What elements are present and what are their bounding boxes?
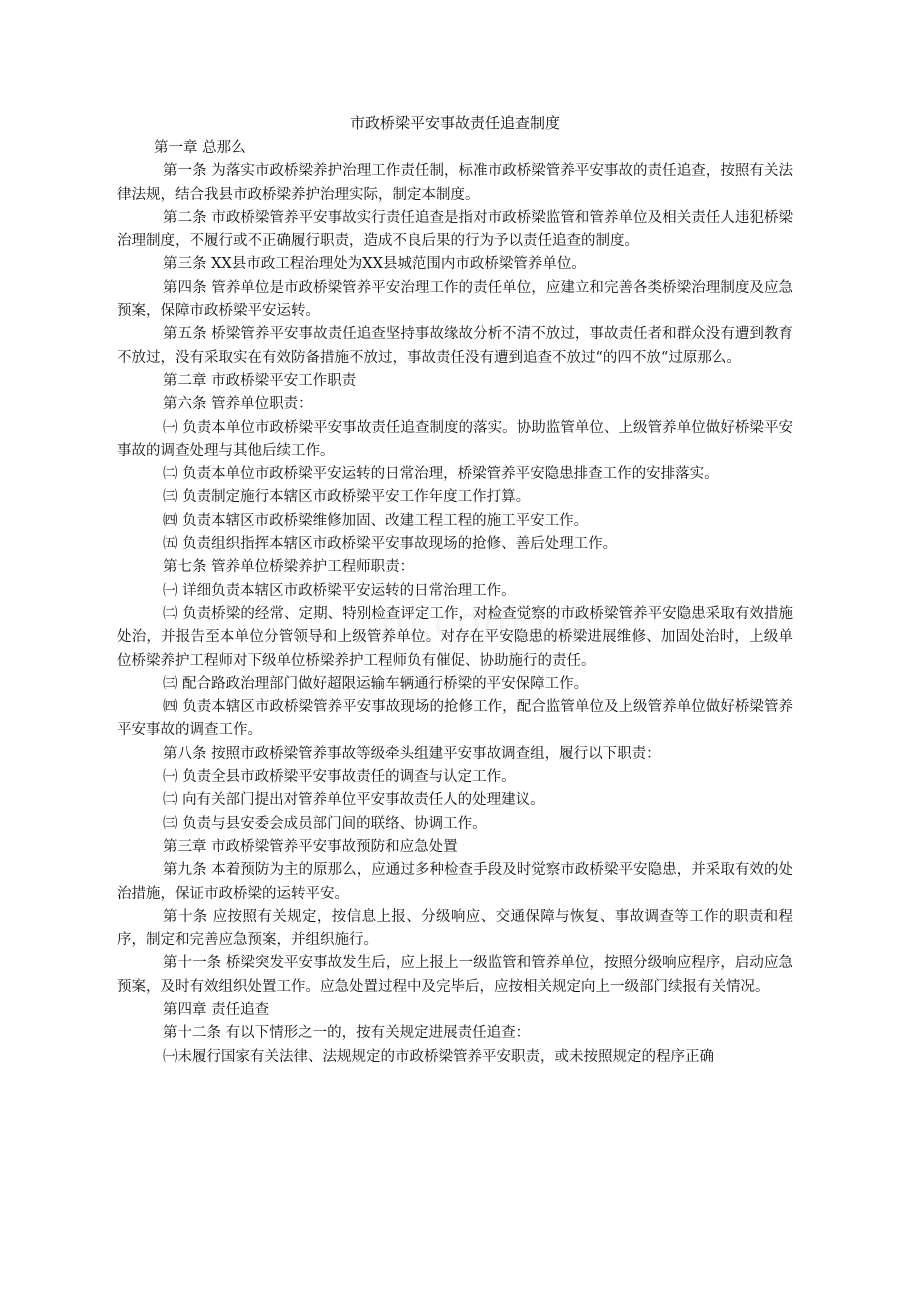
list-item: ㈠ 负责本单位市政桥梁平安事故责任追查制度的落实。协助监管单位、上级管养单位做好桥梁平安事故的调查处理与其他后续工作。: [117, 419, 793, 459]
list-item: ㈡ 向有关部门提出对管养单位平安事故责任人的处理建议。: [163, 792, 545, 809]
list-item: ㈣ 负责本辖区市政桥梁维修加固、改建工程工程的施工平安工作。: [163, 512, 589, 529]
list-item: ㈡ 负责本单位市政桥梁平安运转的日常治理，桥梁管养平安隐患排查工作的安排落实。: [163, 466, 719, 483]
list-item: ㈠ 负责全县市政桥梁平安事故责任的调查与认定工作。: [163, 769, 516, 786]
article-paragraph: 第一条 为落实市政桥梁养护治理工作责任制，标准市政桥梁管养平安事故的责任追查，按照有关法律法规，结合我县市政桥梁养护治理实际，制定本制度。: [117, 163, 793, 203]
list-item: ㈠ 详细负责本辖区市政桥梁平安运转的日常治理工作。: [163, 582, 516, 599]
list-item: ㈢ 负责与县安委会成员部门间的联络、协调工作。: [163, 815, 487, 832]
article-paragraph: 第十一条 桥梁突发平安事故发生后，应上报上一级监管和管养单位，按照分级响应程序，启动应急预案，及时有效组织处置工作。应急处置过程中及完毕后，应按相关规定向上一级部门续报有关情况。: [117, 955, 793, 995]
article-paragraph: 第二条 市政桥梁管养平安事故实行责任追查是指对市政桥梁监管和管养单位及相关责任人违犯桥梁治理制度，不履行或不正确履行职责，造成不良后果的行为予以责任追查的制度。: [117, 209, 793, 250]
chapter-heading: 第三章 市政桥梁管养平安事故预防和应急处置: [163, 838, 458, 855]
article-paragraph: 第七条 管养单位桥梁养护工程师职责：: [163, 559, 415, 576]
list-item: ㈡ 负责桥梁的经常、定期、特别检查评定工作，对检查觉察的市政桥梁管养平安隐患采取有效措施处治，并报告至本单位分管领导和上级管养单位。对存在平安隐患的桥梁进展维修、加固处治时，上级单位桥梁养护工程师对下级单位桥梁养护工程师负有催促、协助施行的责任。: [117, 605, 793, 669]
article-paragraph: 第十二条 有以下情形之一的，按有关规定进展责任追查：: [163, 1025, 531, 1042]
chapter-heading: 第二章 市政桥梁平安工作职责: [163, 372, 357, 389]
article-paragraph: 第六条 管养单位职责：: [163, 396, 313, 413]
list-item: ㈣ 负责本辖区市政桥梁管养平安事故现场的抢修工作，配合监管单位及上级管养单位做好桥梁管养平安事故的调查工作。: [117, 699, 793, 739]
article-paragraph: 第十条 应按照有关规定，按信息上报、分级响应、交通保障与恢复、事故调查等工作的职责和程序，制定和完善应急预案，并组织施行。: [117, 908, 793, 949]
list-item: ㈢ 配合路政治理部门做好超限运输车辆通行桥梁的平安保障工作。: [163, 675, 589, 692]
list-item: ㈠未履行国家有关法律、法规规定的市政桥梁管养平安职责，或未按照规定的程序正确: [163, 1048, 714, 1065]
chapter-heading: 第一章 总那么: [154, 140, 246, 156]
document-page: [117, 110, 793, 1069]
chapter-heading: 第四章 责任追查: [163, 1001, 270, 1018]
article-paragraph: 第九条 本着预防为主的原那么，应通过多种检查手段及时觉察市政桥梁平安隐患，并采取有效的处治措施，保证市政桥梁的运转平安。: [117, 862, 793, 902]
list-item: ㈤ 负责组织指挥本辖区市政桥梁平安事故现场的抢修、善后处理工作。: [163, 536, 618, 553]
article-paragraph: 第四条 管养单位是市政桥梁管养平安治理工作的责任单位，应建立和完善各类桥梁治理制度及应急预案，保障市政桥梁平安运转。: [117, 279, 793, 320]
document-title: 市政桥梁平安事故责任追查制度: [349, 114, 560, 132]
document-body: [117, 137, 793, 1069]
article-paragraph: 第八条 按照市政桥梁管养事故等级牵头组建平安事故调查组，履行以下职责：: [163, 745, 661, 762]
list-item: ㈢ 负责制定施行本辖区市政桥梁平安工作年度工作打算。: [163, 489, 531, 506]
article-paragraph: 第五条 桥梁管养平安事故责任追查坚持事故缘故分析不清不放过，事故责任者和群众没有遭到教育不放过，没有采取实在有效防备措施不放过，事故责任没有遭到追查不放过“的四不放“过原那么。: [117, 326, 793, 366]
article-paragraph: 第三条 XX县市政工程治理处为XX县城范围内市政桥梁管养单位。: [163, 256, 586, 273]
